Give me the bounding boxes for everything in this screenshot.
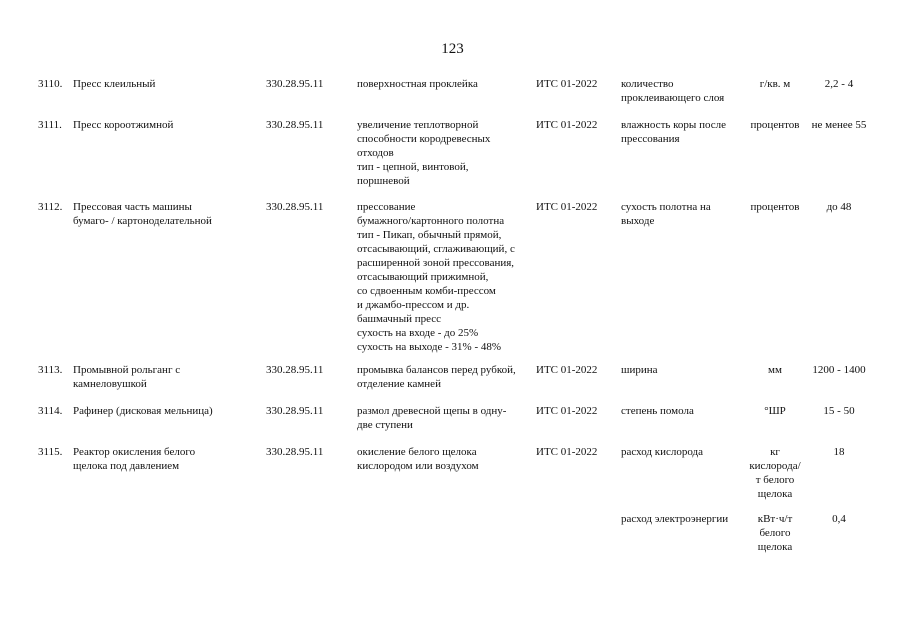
its-reference: ИТС 01-2022: [536, 405, 598, 417]
indicator: расход электроэнергии: [621, 513, 729, 525]
value: 0,4: [832, 513, 846, 525]
its-reference: ИТС 01-2022: [536, 364, 598, 376]
its-reference: ИТС 01-2022: [536, 119, 598, 131]
unit: процентов: [750, 201, 800, 213]
equipment-name: Рафинер (дисковая мельница): [73, 405, 213, 417]
description: размол древесной щепы в одну- две ступени: [357, 405, 507, 431]
unit: процентов: [750, 119, 800, 131]
okpd-code: 330.28.95.11: [266, 364, 324, 376]
okpd-code: 330.28.95.11: [266, 446, 324, 458]
row-number: 3110.: [38, 78, 63, 90]
row-number: 3114.: [38, 405, 63, 417]
description: промывка балансов перед рубкой, отделение камней: [357, 364, 516, 390]
okpd-code: 330.28.95.11: [266, 201, 324, 213]
its-reference: ИТС 01-2022: [536, 446, 598, 458]
row-number: 3113.: [38, 364, 63, 376]
description: окисление белого щелока кислородом или воздухом: [357, 446, 479, 472]
value: 1200 - 1400: [812, 364, 866, 376]
unit: °ШР: [764, 405, 786, 417]
indicator: количество проклеивающего слоя: [621, 78, 725, 104]
unit: мм: [768, 364, 782, 376]
unit: кВт·ч/т белого щелока: [757, 513, 793, 553]
value: 2,2 - 4: [824, 78, 854, 90]
okpd-code: 330.28.95.11: [266, 78, 324, 90]
equipment-name: Пресс короотжимной: [73, 119, 174, 131]
description: прессование бумажного/картонного полотна тип - Пикап, обычный прямой, отсасывающий, сглаживающий, с расширенной зоной прессования, отсасывающий прижимной, со сдвоенным комби-прессом и джамбо-прессом и др. башмачный пресс сухость на входе - до 25% сухость на выходе - 31% - 48%: [357, 201, 515, 353]
description: поверхностная проклейка: [357, 78, 478, 90]
indicator: степень помола: [621, 405, 694, 417]
equipment-name: Реактор окисления белого щелока под давлением: [73, 446, 196, 472]
row-number: 3111.: [38, 119, 62, 131]
unit: кг кислорода/ т белого щелока: [749, 446, 801, 500]
description: увеличение теплотворной способности кородревесных отходов тип - цепной, винтовой, поршневой: [357, 119, 491, 187]
equipment-name: Промывной рольганг с камнеловушкой: [73, 364, 181, 390]
okpd-code: 330.28.95.11: [266, 405, 324, 417]
equipment-name: Пресс клеильный: [73, 78, 156, 90]
okpd-code: 330.28.95.11: [266, 119, 324, 131]
indicator: влажность коры после прессования: [621, 119, 726, 145]
its-reference: ИТС 01-2022: [536, 78, 598, 90]
unit: г/кв. м: [759, 78, 791, 90]
value: не менее 55: [811, 119, 867, 131]
indicator: сухость полотна на выходе: [621, 201, 711, 227]
its-reference: ИТС 01-2022: [536, 201, 598, 213]
value: до 48: [826, 201, 852, 213]
row-number: 3115.: [38, 446, 63, 458]
equipment-name: Прессовая часть машины бумаго- / картоноделательной: [73, 201, 212, 227]
row-number: 3112.: [38, 201, 63, 213]
indicator: расход кислорода: [621, 446, 703, 458]
value: 18: [833, 446, 845, 458]
page-number: 123: [441, 41, 464, 57]
value: 15 - 50: [823, 405, 855, 417]
indicator: ширина: [621, 364, 658, 376]
